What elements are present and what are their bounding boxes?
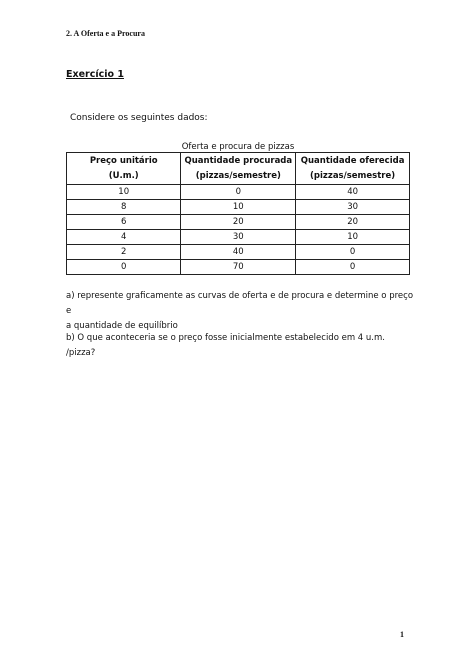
header-unit-price-line2: (U.m.) [108, 170, 139, 181]
cell-supplied: 40 [296, 185, 410, 200]
intro-text: Considere os seguintes dados: [70, 113, 208, 123]
table-row [67, 185, 410, 200]
table-header-row [67, 153, 410, 185]
table-row [67, 215, 410, 230]
cell-price: 8 [67, 200, 181, 215]
table-row [67, 200, 410, 215]
cell-supplied: 10 [296, 230, 410, 245]
supply-demand-table [66, 152, 410, 275]
cell-demanded: 40 [181, 245, 296, 260]
cell-demanded: 70 [181, 260, 296, 275]
cell-price: 10 [67, 185, 181, 200]
cell-price: 0 [67, 260, 181, 275]
cell-supplied: 0 [296, 245, 410, 260]
header-unit-price-line1: Preço unitário [89, 155, 158, 166]
exercise-title: Exercício 1 [66, 69, 124, 80]
page-number: 1 [400, 630, 404, 639]
cell-supplied: 0 [296, 260, 410, 275]
header-quantity-demanded [181, 153, 296, 185]
cell-demanded: 10 [181, 200, 296, 215]
cell-price: 6 [67, 215, 181, 230]
header-unit-price [67, 153, 181, 185]
question-a-line2: a quantidade de equilíbrio [66, 321, 178, 331]
cell-demanded: 0 [181, 185, 296, 200]
header-quantity-demanded-line1: Quantidade procurada [184, 155, 293, 166]
header-quantity-supplied-line1: Quantidade oferecida [300, 155, 405, 166]
cell-demanded: 20 [181, 215, 296, 230]
cell-demanded: 30 [181, 230, 296, 245]
header-quantity-supplied [296, 153, 410, 185]
running-header: 2. A Oferta e a Procura [66, 29, 145, 38]
header-quantity-supplied-line2: (pizzas/semestre) [310, 170, 396, 181]
cell-price: 4 [67, 230, 181, 245]
table-row [67, 230, 410, 245]
question-b: b) O que aconteceria se o preço fosse inicialmente estabelecido em 4 u.m. /pizza? [66, 333, 385, 358]
question-a [66, 289, 416, 334]
cell-supplied: 30 [296, 200, 410, 215]
question-a-line1: a) represente graficamente as curvas de oferta e de procura e determine o preço e [66, 291, 414, 316]
table-caption: Oferta e procura de pizzas [181, 142, 295, 152]
cell-price: 2 [67, 245, 181, 260]
table-row [67, 245, 410, 260]
cell-supplied: 20 [296, 215, 410, 230]
table-row [67, 260, 410, 275]
header-quantity-demanded-line2: (pizzas/semestre) [195, 170, 281, 181]
